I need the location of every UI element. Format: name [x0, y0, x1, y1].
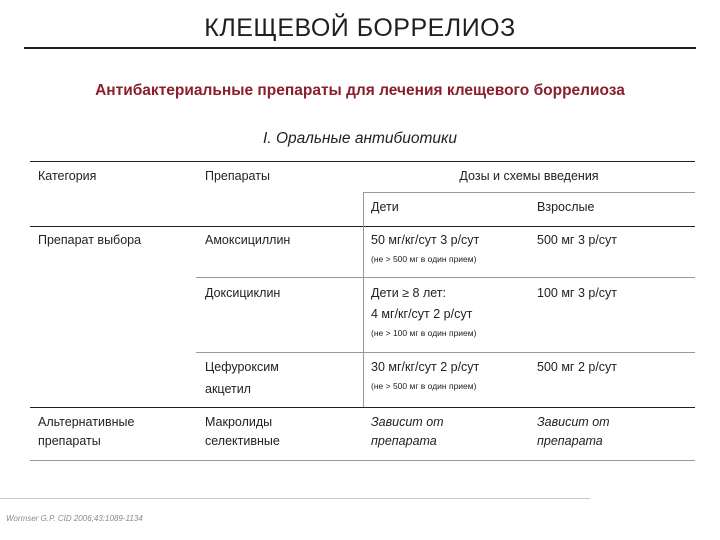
row2-children-dose-line1: Дети ≥ 8 лет:	[371, 286, 446, 300]
table-bottom-rule	[30, 460, 695, 461]
row4-drug-line1: Макролиды	[205, 415, 273, 429]
row4-adults-dose-line2: препарата	[537, 434, 603, 448]
row2-bottom-rule	[196, 352, 695, 353]
row4-children-dose-line2: препарата	[371, 434, 437, 448]
header-doses: Дозы и схемы введения	[459, 169, 599, 183]
citation: Wormser G.P. CID 2006;43:1089-1134	[6, 514, 143, 523]
row3-bottom-rule	[30, 407, 695, 408]
header-category: Категория	[38, 169, 97, 183]
row4-category-line2: препараты	[38, 434, 101, 448]
table-top-rule	[30, 161, 695, 162]
row3-children-note: (не > 500 мг в один прием)	[371, 381, 477, 391]
row1-drug: Амоксициллин	[205, 233, 291, 247]
header-drugs: Препараты	[205, 169, 270, 183]
row3-drug-line2: акцетил	[205, 382, 251, 396]
title-rule	[24, 47, 696, 49]
doses-column-divider	[363, 192, 364, 407]
row1-adults-dose: 500 мг 3 р/сут	[537, 233, 618, 247]
row3-children-dose: 30 мг/кг/сут 2 р/сут	[371, 360, 480, 374]
subtitle: Антибактериальные препараты для лечения клещевого боррелиоза	[95, 82, 625, 99]
row4-category-line1: Альтернативные	[38, 415, 135, 429]
row2-drug: Доксициклин	[205, 286, 281, 300]
doses-subheader-rule	[363, 192, 695, 193]
slide-title: КЛЕЩЕВОЙ БОРРЕЛИОЗ	[204, 14, 516, 42]
row1-category: Препарат выбора	[38, 233, 142, 247]
header-children: Дети	[371, 200, 399, 214]
section-heading: I. Оральные антибиотики	[263, 130, 457, 147]
row3-drug-line1: Цефуроксим	[205, 360, 279, 374]
row2-children-dose-line2: 4 мг/кг/сут 2 р/сут	[371, 307, 473, 321]
row1-children-dose: 50 мг/кг/сут 3 р/сут	[371, 233, 480, 247]
row3-adults-dose: 500 мг 2 р/сут	[537, 360, 618, 374]
row4-adults-dose-line1: Зависит от	[537, 415, 610, 429]
row1-children-note: (не > 500 мг в один прием)	[371, 254, 477, 264]
row4-children-dose-line1: Зависит от	[371, 415, 444, 429]
row1-bottom-rule	[196, 277, 695, 278]
row2-children-note: (не > 100 мг в один прием)	[371, 328, 477, 338]
row4-drug-line2: селективные	[205, 434, 280, 448]
header-adults: Взрослые	[537, 200, 595, 214]
row2-adults-dose: 100 мг 3 р/сут	[537, 286, 618, 300]
footer-rule	[0, 498, 590, 499]
